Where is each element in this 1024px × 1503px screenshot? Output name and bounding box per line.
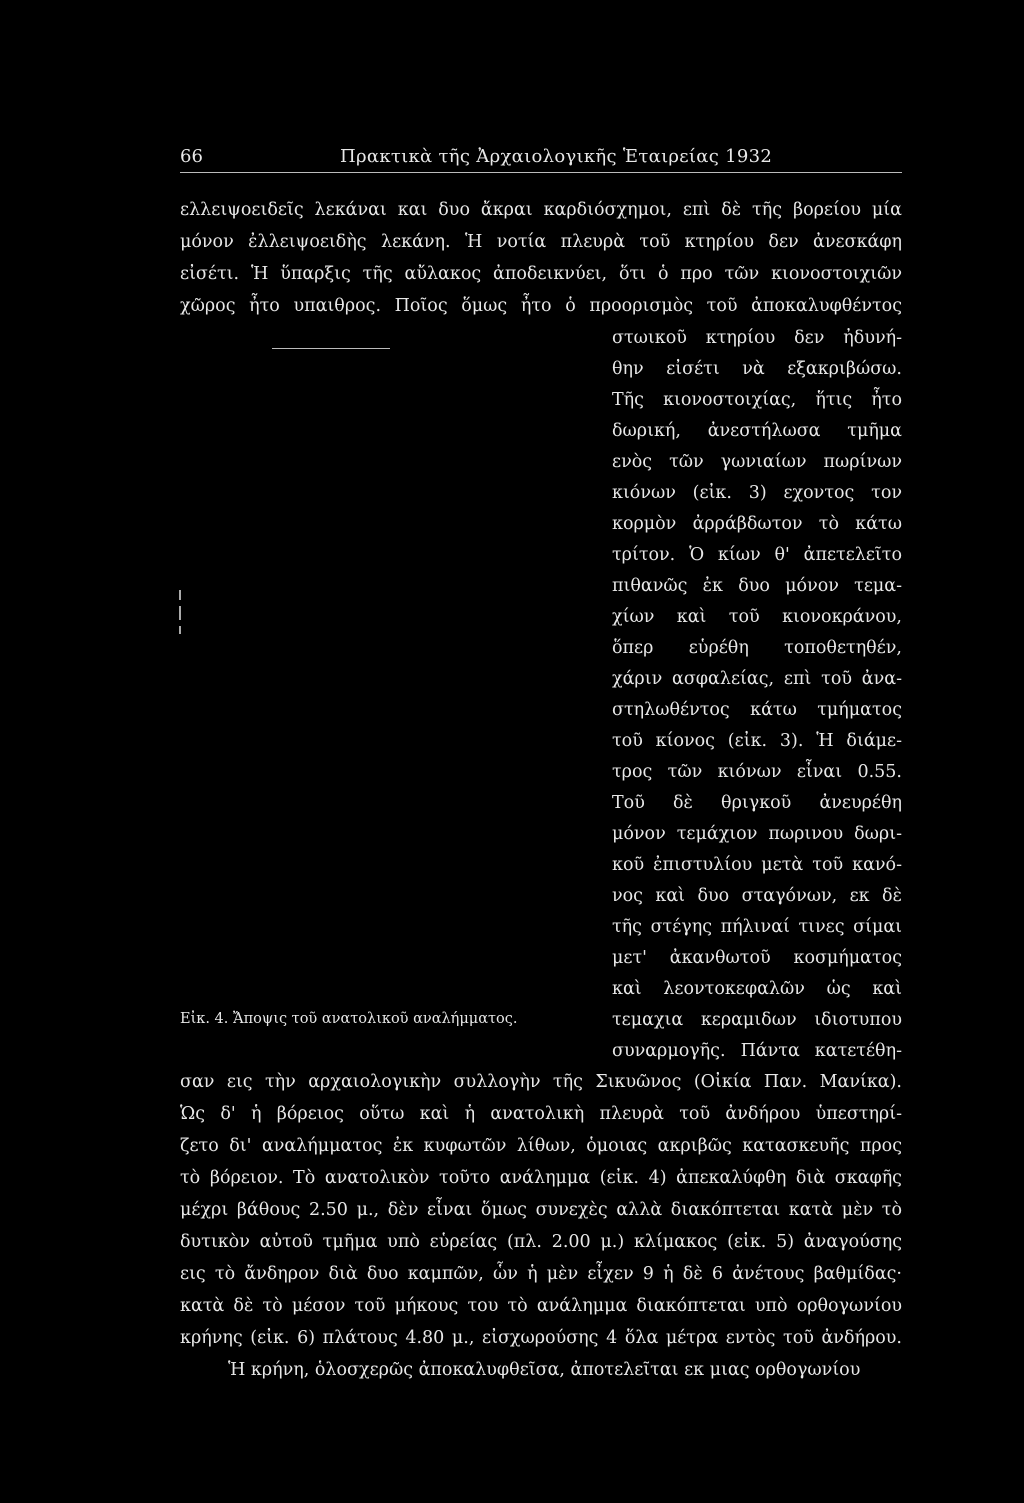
text-line: σαν εις τὴν αρχαιολογικὴν συλλογὴν τῆς Σικυῶνος (Οἰκία Παν. Μανίκα).	[180, 1072, 902, 1092]
column-line: τρος τῶν κιόνων εἶναι 0.55.	[612, 762, 902, 782]
column-line: Τοῦ δὲ θριγκοῦ ἀνευρέθη	[612, 793, 902, 813]
column-line: στηλωθέντος κάτω τμήματος	[612, 700, 902, 720]
column-line: ενὸς τῶν γωνιαίων πωρίνων	[612, 452, 902, 472]
text-line: κατὰ δὲ τὸ μέσον τοῦ μήκους του τὸ ανάλημμα διακόπτεται υπὸ ορθογωνίου	[180, 1296, 902, 1316]
page-number: 66	[180, 146, 203, 167]
text-line: δυτικὸν αὐτοῦ τμῆμα υπὸ εὑρείας (πλ. 2.00 μ.) κλίμακος (εἰκ. 5) ἀναγούσης	[180, 1232, 902, 1252]
column-line: τοῦ κίονος (εἰκ. 3). Ἡ διάμε-	[612, 731, 902, 751]
text-line: τὸ βόρειον. Τὸ ανατολικὸν τοῦτο ανάλημμα (εἰκ. 4) ἀπεκαλύφθη διὰ σκαφῆς	[180, 1168, 902, 1188]
margin-mark	[177, 590, 183, 642]
column-line: δωρική, ἀνεστήλωσα τμῆμα	[612, 421, 902, 441]
text-line: Ὡς δ' ἡ βόρειος οὕτω καὶ ἡ ανατολικὴ πλευρὰ τοῦ ἀνδήρου ὑπεστηρί-	[180, 1104, 902, 1124]
text-line: μόνον ἐλλειψοειδὴς λεκάνη. Ἡ νοτία πλευρὰ τοῦ κτηρίου δεν ἀνεσκάφη	[180, 232, 902, 252]
text-line: ζετο δι' αναλήμματος ἐκ κυφωτῶν λίθων, ὁμοιας ακριβῶς κατασκευῆς προς	[180, 1136, 902, 1156]
text-line: μέχρι βάθους 2.50 μ., δὲν εἶναι ὅμως συνεχὲς αλλὰ διακόπτεται κατὰ μὲν τὸ	[180, 1200, 902, 1220]
figure-caption: Εἰκ. 4. Ἄποψις τοῦ ανατολικοῦ αναλήμματος.	[180, 1011, 518, 1027]
column-line: κορμὸν ἀρράβδωτον τὸ κάτω	[612, 514, 902, 534]
column-line: τρίτον. Ὁ κίων θ' ἀπετελεῖτο	[612, 545, 902, 565]
column-line: νος καὶ δυο σταγόνων, εκ δὲ	[612, 886, 902, 906]
column-line: κιόνων (εἰκ. 3) εχοντος τον	[612, 483, 902, 503]
column-line: πιθανῶς ἐκ δυο μόνον τεμα-	[612, 576, 902, 596]
column-line: χάριν ασφαλείας, επὶ τοῦ ἀνα-	[612, 669, 902, 689]
header-rule	[180, 172, 902, 173]
column-line: καὶ λεοντοκεφαλῶν ὡς καὶ	[612, 979, 902, 999]
text-line: ελλειψοειδεῖς λεκάναι και δυο ἄκραι καρδιόσχημοι, επὶ δὲ τῆς βορείου μία	[180, 200, 902, 220]
column-line: στωικοῦ κτηρίου δεν ἠδυνή-	[612, 328, 902, 348]
text-line: εις τὸ ἄνδηρον διὰ δυο καμπῶν, ὧν ἡ μὲν εἶχεν 9 ἡ δὲ 6 ἀνέτους βαθμίδας·	[180, 1264, 902, 1284]
column-line: ὅπερ εὑρέθη τοποθετηθέν,	[612, 638, 902, 658]
column-line: θην εἰσέτι νὰ εξακριβώσω.	[612, 359, 902, 379]
column-line: μόνον τεμάχιον πωρινου δωρι-	[612, 824, 902, 844]
column-line: κοῦ ἐπιστυλίου μετὰ τοῦ κανό-	[612, 855, 902, 875]
text-line: χῶρος ἦτο υπαιθρος. Ποῖος ὅμως ἦτο ὁ προορισμὸς τοῦ ἀποκαλυφθέντος	[180, 296, 902, 316]
text-line: εἰσέτι. Ἡ ὕπαρξις τῆς αὔλακος ἀποδεικνύει, ὅτι ὁ προ τῶν κιονοστοιχιῶν	[180, 264, 902, 284]
column-line: συναρμογῆς. Πάντα κατετέθη-	[612, 1041, 902, 1061]
column-line: τῆς στέγης πήλιναί τινες σίμαι	[612, 917, 902, 937]
column-line: Τῆς κιονοστοιχίας, ἥτις ἦτο	[612, 390, 902, 410]
text-line: κρήνης (εἰκ. 6) πλάτους 4.80 μ., εἰσχωρούσης 4 ὅλα μέτρα εντὸς τοῦ ἀνδήρου.	[180, 1328, 902, 1348]
figure-placeholder-rule	[272, 348, 390, 349]
column-line: τεμαχια κεραμιδων ιδιοτυπου	[612, 1010, 902, 1030]
running-header	[180, 146, 930, 170]
text-line: Ἡ κρήνη, ὁλοσχερῶς ἀποκαλυφθεῖσα, ἀποτελεῖται εκ μιας ορθογωνίου	[228, 1360, 861, 1380]
column-line: χίων καὶ τοῦ κιονοκράνου,	[612, 607, 902, 627]
column-line: μετ' ἀκανθωτοῦ κοσμήματος	[612, 948, 902, 968]
running-title: Πρακτικὰ τῆς Ἀρχαιολογικῆς Ἑταιρείας 1932	[340, 146, 773, 167]
